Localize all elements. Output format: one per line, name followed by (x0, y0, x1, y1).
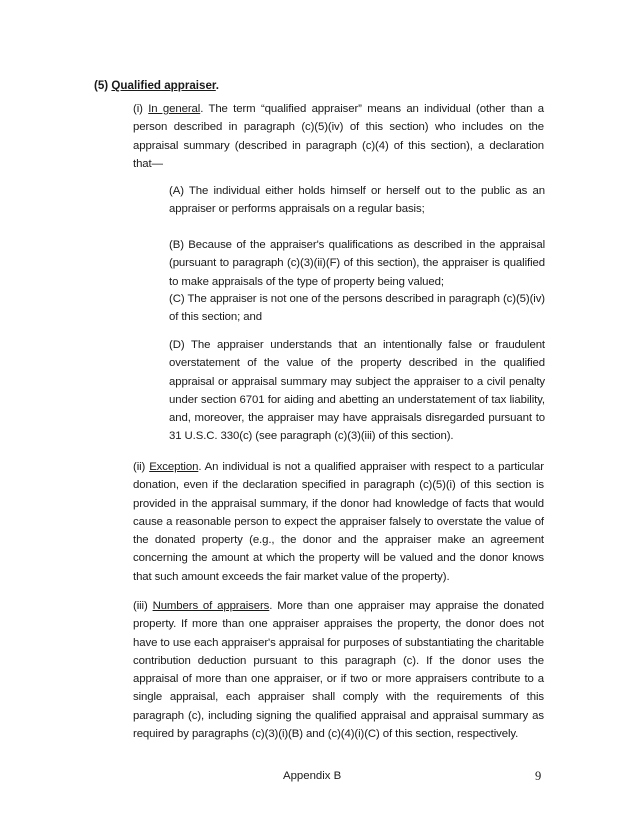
paragraph-marker: (iii) (133, 600, 148, 612)
paragraph-text: . The term “qualified appraiser” means an individual (other than a person described in paragraph (c)(5)(iv) of this section) who includes on the appraisal summary (described in paragraph (c)(4) of this section), a declaration that— (133, 103, 544, 170)
paragraph-marker: (i) (133, 103, 143, 115)
list-item-c: (C) The appraiser is not one of the persons described in paragraph (c)(5)(iv) of this section; and (169, 293, 545, 324)
section-number: (5) (94, 79, 109, 92)
paragraph-heading-in-general: In general (148, 103, 201, 115)
list-item-d: (D) The appraiser understands that an intentionally false or fraudulent overstatement of the value of the property described in the qualified appraisal or appraisal summary may subject the appraiser to a civil penalty under section 6701 for aiding and abetting an understatement of tax liability, and, moreover, the appraiser may have appraisals disregarded pursuant to 31 U.S.C. 330(c) (see paragraph (c)(3)(iii) of this section). (169, 339, 545, 443)
paragraph-numbers-of-appraisers (133, 597, 544, 743)
list-item-a: (A) The individual either holds himself or herself out to the public as an appraiser or performs appraisals on a regular basis; (169, 185, 545, 216)
paragraph-text: . More than one appraiser may appraise the donated property. If more than one appraiser appraises the property, the donor does not have to use each appraiser's appraisal for purposes of substantiating the charitable contribution deduction pursuant to this paragraph (c). If the donor uses the appraisal of more than one appraiser, or if two or more appraisers contribute to a single appraisal, each appraiser shall comply with the requirements of this paragraph (c), including signing the qualified appraisal and appraisal summary as required by paragraphs (c)(3)(i)(B) and (c)(4)(i)(C) of this section, respectively. (133, 600, 544, 741)
section-title: Qualified appraiser (111, 79, 216, 92)
section-title-period: . (215, 79, 220, 92)
paragraph-heading-exception: Exception (149, 461, 199, 473)
page-number: 9 (535, 769, 542, 783)
paragraph-in-general (133, 100, 544, 173)
paragraph-text: . An individual is not a qualified appraiser with respect to a particular donation, even if the declaration specified in paragraph (c)(5)(i) of this section is provided in the appraisal summary, if the donor had knowledge of facts that would cause a reasonable person to expect the appraiser falsely to overstate the value of the donated property (e.g., the donor and the appraiser make an agreement concerning the amount at which the property will be valued and the donor knows that such amount exceeds the fair market value of the property). (133, 461, 544, 583)
list-item-b: (B) Because of the appraiser's qualifications as described in the appraisal (pursuant to paragraph (c)(3)(ii)(F) of this section), the appraiser is qualified to make appraisals of the type of property being valued; (169, 239, 545, 288)
paragraph-marker: (ii) (133, 461, 146, 473)
paragraph-heading-numbers-of-appraisers: Numbers of appraisers (152, 600, 270, 612)
section-heading (94, 79, 219, 92)
footer-label: Appendix B (283, 770, 342, 782)
paragraph-exception (133, 458, 544, 586)
